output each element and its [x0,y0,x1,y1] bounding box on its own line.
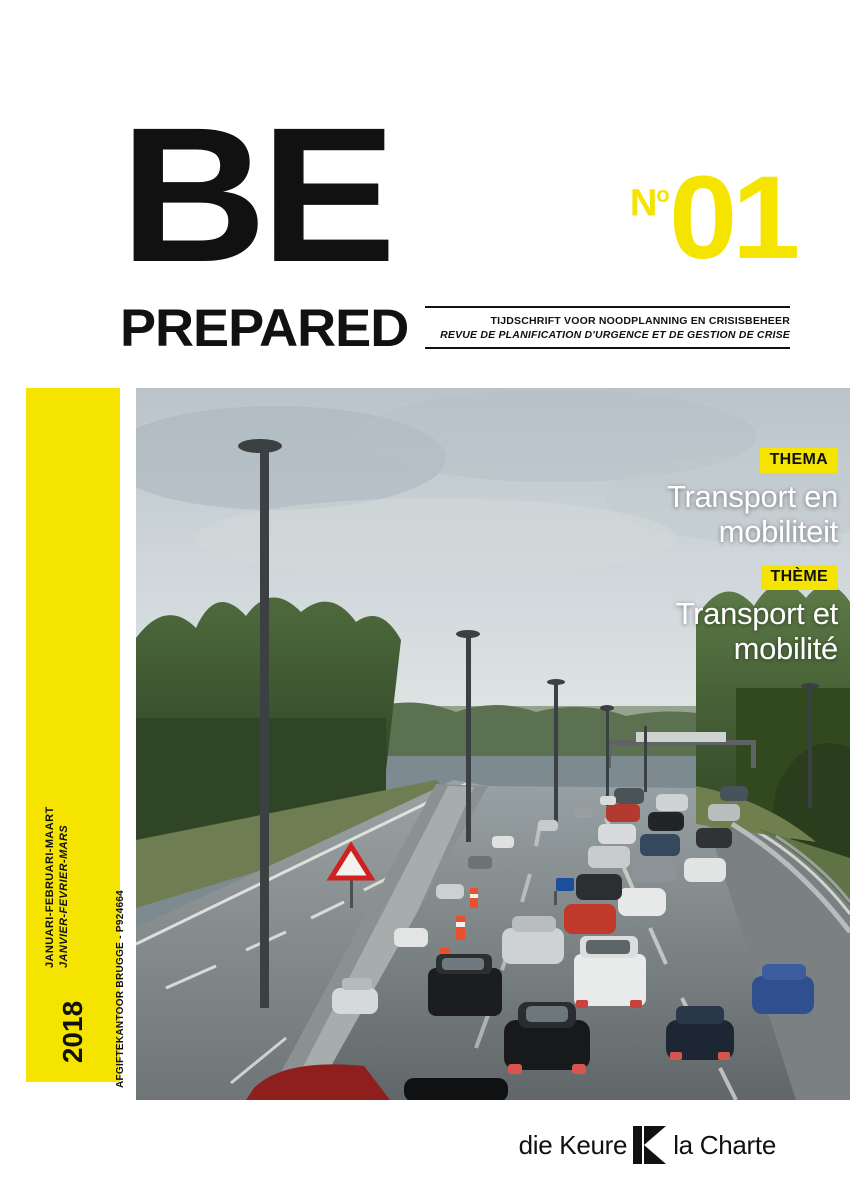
period-french: JANVIER-FEVRIER-MARS [58,824,70,968]
theme-tag-french: THÈME [761,565,839,590]
issue-prefix-superscript: o [656,182,669,207]
rule-bottom [425,347,790,349]
publisher-name-left: die Keure [518,1129,628,1160]
theme-title-french-line2: mobilité [733,631,838,667]
publisher-name-right: la Charte [673,1129,776,1160]
theme-title-french-line1: Transport et [675,596,838,632]
issue-number: 01 [668,152,795,284]
period-dutch: JANUARI-FEBRUARI-MAART [44,806,56,968]
spine-year-box [26,982,120,1082]
subtitle-block [425,306,790,355]
subtitle-dutch: TIJDSCHRIFT VOOR NOODPLANNING EN CRISISBEHEER [490,314,790,327]
theme-spacer [508,549,838,565]
theme-title-dutch [508,479,838,549]
theme-title-dutch-line2: mobiliteit [718,514,838,550]
spine-period-labels [40,708,110,968]
cover-year: 2018 [56,1000,88,1064]
subtitle-french: REVUE DE PLANIFICATION D'URGENCE ET DE GESTION DE CRISE [440,328,790,341]
theme-title-french [508,596,838,666]
publisher-logo [519,1126,776,1164]
cover-photo [136,388,850,1100]
postal-info: AFGIFTEKANTOOR BRUGGE - P924664 [115,889,126,1088]
theme-tag-dutch: THEMA [760,448,838,473]
brand-title-be: BE [120,87,391,302]
brand-title-prepared: PREPARED [120,299,409,358]
theme-overlay [508,448,838,666]
issue-prefix: $N^o$ [629,182,669,225]
brand-title-row [120,299,790,358]
rule-top [425,306,790,308]
issue-number-block [629,152,795,284]
theme-title-dutch-line1: Transport en [666,479,838,514]
keure-charte-mark-icon [633,1126,667,1164]
